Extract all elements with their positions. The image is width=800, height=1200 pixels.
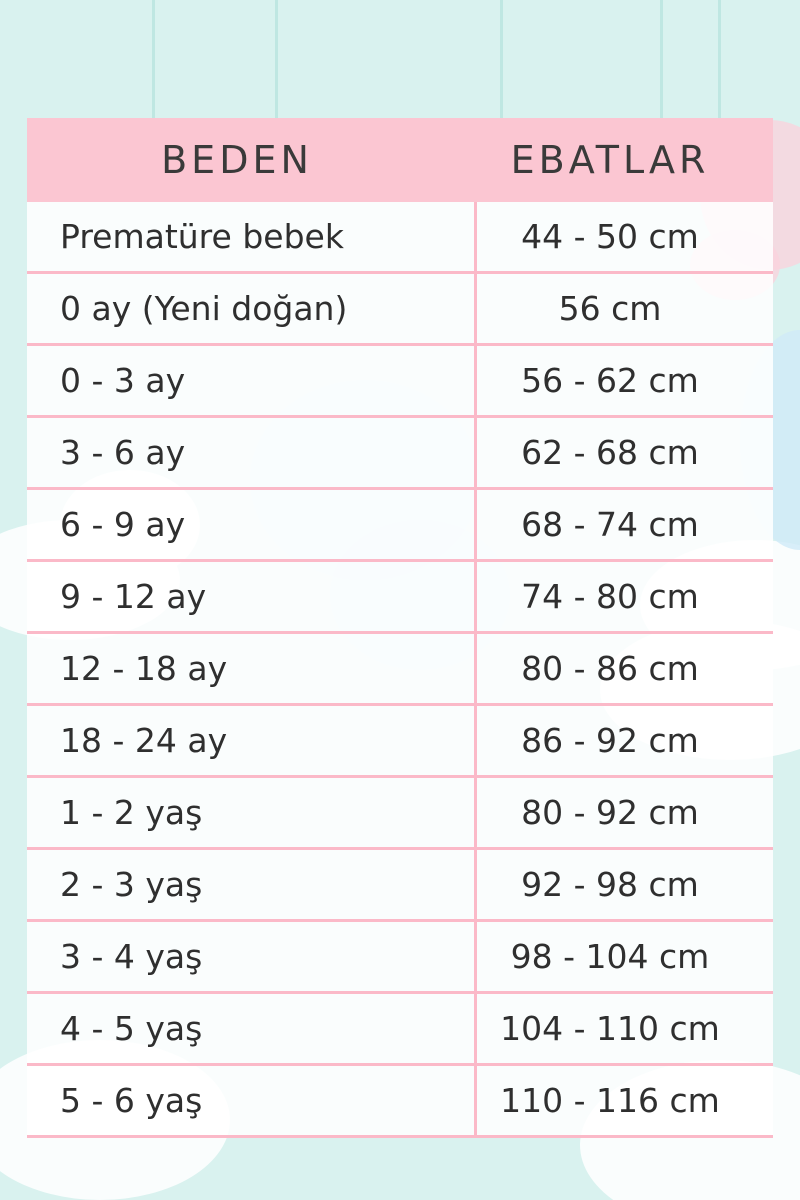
table-row [27,994,773,1066]
table-header-row [27,118,773,202]
table-row [27,562,773,634]
decorative-stripe [275,0,278,120]
decorative-stripe [718,0,721,120]
table-row [27,274,773,346]
column-header-ebatlar: EBATLAR [510,138,710,182]
cell-ebatlar: 68 - 74 cm [521,505,699,544]
cell-ebatlar: 44 - 50 cm [521,217,699,256]
table-row [27,634,773,706]
cell-ebatlar: 92 - 98 cm [521,865,699,904]
cell-beden: 6 - 9 ay [60,505,186,544]
decorative-stripe [500,0,503,120]
cell-beden: 18 - 24 ay [60,721,228,760]
cell-ebatlar: 86 - 92 cm [521,721,699,760]
table-row [27,778,773,850]
cell-beden: 0 - 3 ay [60,361,186,400]
cell-beden: 0 ay (Yeni doğan) [60,289,348,328]
table-row [27,490,773,562]
cell-ebatlar: 80 - 86 cm [521,649,699,688]
cell-ebatlar: 110 - 116 cm [500,1081,720,1120]
table-row [27,922,773,994]
size-chart-card [27,118,773,1136]
cell-ebatlar: 56 - 62 cm [521,361,699,400]
table-row [27,850,773,922]
table-row [27,202,773,274]
cell-beden: 2 - 3 yaş [60,865,203,904]
cell-beden: 4 - 5 yaş [60,1009,203,1048]
card-footer-strip [27,1138,773,1200]
cell-beden: Prematüre bebek [60,217,344,256]
cell-beden: 1 - 2 yaş [60,793,203,832]
cell-beden: 9 - 12 ay [60,577,207,616]
cell-ebatlar: 62 - 68 cm [521,433,699,472]
decorative-stripe [152,0,155,120]
decorative-stripe [660,0,663,120]
column-header-beden: BEDEN [161,138,313,182]
cell-ebatlar: 104 - 110 cm [500,1009,720,1048]
table-row [27,706,773,778]
cell-beden: 12 - 18 ay [60,649,228,688]
table-row [27,346,773,418]
cell-ebatlar: 80 - 92 cm [521,793,699,832]
cell-beden: 3 - 4 yaş [60,937,203,976]
cell-ebatlar: 98 - 104 cm [510,937,710,976]
table-row [27,1066,773,1138]
cell-ebatlar: 74 - 80 cm [521,577,699,616]
cell-beden: 3 - 6 ay [60,433,186,472]
cell-ebatlar: 56 cm [558,289,662,328]
cell-beden: 5 - 6 yaş [60,1081,203,1120]
table-row [27,418,773,490]
